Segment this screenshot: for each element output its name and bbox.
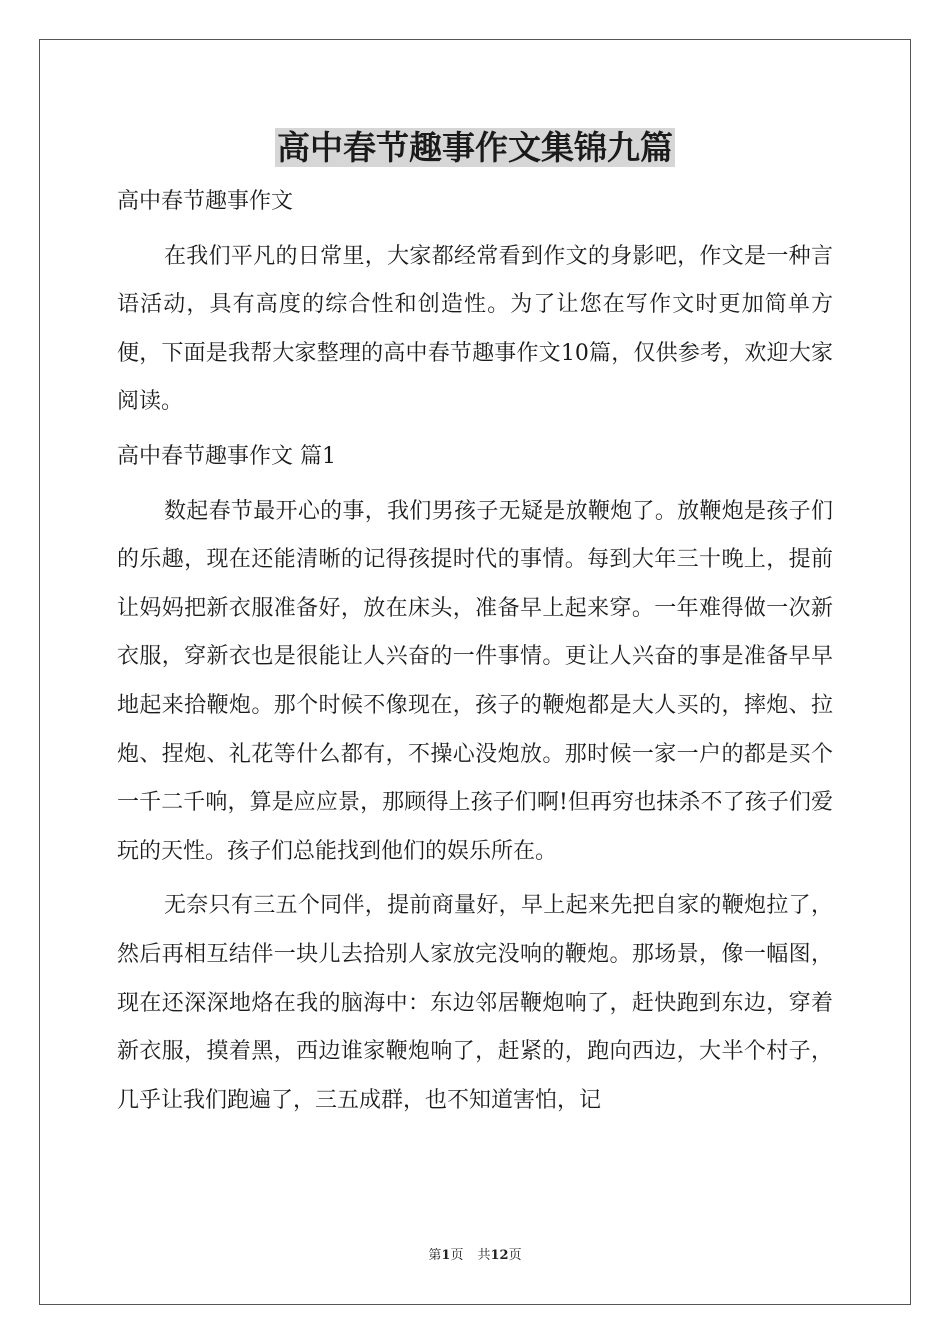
page-number: 1 [441,1248,451,1263]
body-paragraph-1: 数起春节最开心的事，我们男孩子无疑是放鞭炮了。放鞭炮是孩子们的乐趣，现在还能清晰的记得孩提时代的事情。每到大年三十晚上，提前让妈妈把新衣服准备好，放在床头，准备早上起来穿。一年难得做一次新衣服，穿新衣也是很能让人兴奋的一件事情。更让人兴奋的事是准备早早地起来拾鞭炮。那个时候不像现在，孩子的鞭炮都是大人买的，摔炮、拉炮、捏炮、礼花等什么都有，不操心没炮放。那时候一家一户的都是买个一千二千响，算是应应景，那顾得上孩子们啊!但再穷也抹杀不了孩子们爱玩的天性。孩子们总能找到他们的娱乐所在。 [117,498,833,864]
article-heading: 高中春节趣事作文 篇1 [117,443,336,469]
page-footer [0,1247,950,1265]
page-total: 12 [490,1248,509,1263]
page-prefix: 第 [428,1248,442,1263]
total-suffix: 页 [508,1248,522,1263]
total-prefix: 共 [477,1248,491,1263]
section-heading: 高中春节趣事作文 [117,189,294,214]
document-title-text: 高中春节趣事作文集锦九篇 [277,128,673,167]
document-title [0,126,950,170]
document-body [117,178,833,1125]
intro-paragraph: 在我们平凡的日常里，大家都经常看到作文的身影吧，作文是一种言语活动，具有高度的综合性和创造性。为了让您在写作文时更加简单方便，下面是我帮大家整理的高中春节趣事作文10篇，仅供参考，欢迎大家阅读。 [117,243,833,415]
page-suffix: 页 [450,1248,464,1263]
body-paragraph-2: 无奈只有三五个同伴，提前商量好，早上起来先把自家的鞭炮拉了，然后再相互结伴一块儿去拾别人家放完没响的鞭炮。那场景，像一幅图，现在还深深地烙在我的脑海中：东边邻居鞭炮响了，赶快跑到东边，穿着新衣服，摸着黑，西边谁家鞭炮响了，赶紧的，跑向西边，大半个村子，几乎让我们跑遍了，三五成群，也不知道害怕，记 [117,893,833,1113]
